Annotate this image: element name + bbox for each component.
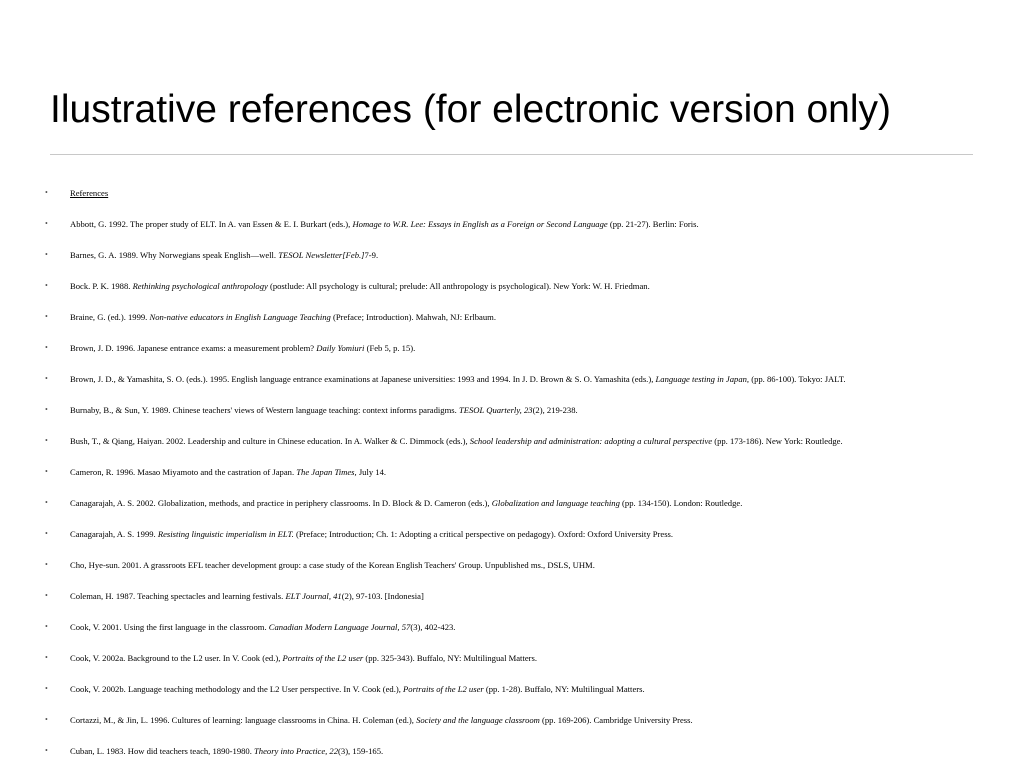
bullet-icon: •	[45, 715, 48, 724]
references-heading: References	[70, 188, 109, 198]
reference-details: (pp. 134-150). London: Routledge.	[619, 498, 743, 508]
reference-text: Cook, V. 2002a. Background to the L2 user. In V. Cook (ed.),	[70, 653, 283, 663]
reference-source-title: Non-native educators in English Language Teaching	[149, 312, 331, 322]
bullet-icon: •	[45, 653, 48, 662]
reference-text: Burnaby, B., & Sun, Y. 1989. Chinese teachers' views of Western language teaching: context informs paradigms.	[70, 405, 459, 415]
reference-source-title: Canadian Modern Language Journal, 57	[268, 622, 411, 632]
reference-text: Canagarajah, A. S. 1999.	[70, 529, 158, 539]
reference-details: (pp. 325-343). Buffalo, NY: Multilingual Matters.	[363, 653, 538, 663]
reference-item	[45, 276, 1005, 307]
reference-source-title: Resisting linguistic imperialism in ELT.	[157, 529, 294, 539]
bullet-icon: •	[45, 746, 48, 755]
bullet-icon: •	[45, 374, 48, 383]
reference-item	[45, 214, 1005, 245]
reference-text: Brown, J. D., & Yamashita, S. O. (eds.). 1995. English language entrance examinations at Japanese universities: 1993 and 1994. In J. D. Brown & S. O. Yamashita (eds.),	[70, 374, 656, 384]
reference-text: Cook, V. 2001. Using the first language in the classroom.	[70, 622, 269, 632]
reference-text: Brown, J. D. 1996. Japanese entrance exams: a measurement problem?	[70, 343, 317, 353]
reference-source-title: ELT Journal, 41	[285, 591, 342, 601]
reference-text: Barnes, G. A. 1989. Why Norwegians speak English—well.	[70, 250, 279, 260]
reference-details: (Preface; Introduction). Mahwah, NJ: Erlbaum.	[330, 312, 496, 322]
reference-text: Bock. P. K. 1988.	[70, 281, 133, 291]
reference-details: July 14.	[356, 467, 387, 477]
reference-item	[45, 338, 1005, 369]
title-divider	[50, 154, 973, 155]
reference-source-title: Language testing in Japan,	[655, 374, 750, 384]
reference-details: (3), 402-423.	[410, 622, 456, 632]
slide-title: Ilustrative references (for electronic version only)	[50, 88, 891, 131]
reference-list	[45, 183, 1005, 772]
reference-item	[45, 307, 1005, 338]
reference-text: Canagarajah, A. S. 2002. Globalization, methods, and practice in periphery classrooms. In D. Block & D. Cameron (eds.),	[70, 498, 492, 508]
bullet-icon: •	[45, 622, 48, 631]
reference-details: (2), 97-103. [Indonesia]	[341, 591, 424, 601]
reference-source-title: Homage to W.R. Lee: Essays in English as a Foreign or Second Language	[352, 219, 608, 229]
reference-details: (pp. 173-186). New York: Routledge.	[712, 436, 843, 446]
bullet-icon: •	[45, 498, 48, 507]
reference-details: (3), 159-165.	[338, 746, 384, 756]
reference-item	[45, 431, 1005, 462]
reference-details: (pp. 169-206). Cambridge University Press.	[539, 715, 693, 725]
bullet-icon: •	[45, 405, 48, 414]
reference-item	[45, 710, 1005, 741]
reference-source-title: TESOL Newsletter[Feb.]	[278, 250, 365, 260]
bullet-icon: •	[45, 343, 48, 352]
reference-item	[45, 524, 1005, 555]
bullet-icon: •	[45, 684, 48, 693]
reference-source-title: Daily Yomiuri	[316, 343, 365, 353]
reference-text: Bush, T., & Qiang, Haiyan. 2002. Leadership and culture in Chinese education. In A. Walker & C. Dimmock (eds.),	[70, 436, 470, 446]
reference-item	[45, 369, 1005, 400]
reference-text: Cameron, R. 1996. Masao Miyamoto and the castration of Japan.	[70, 467, 297, 477]
reference-item	[45, 245, 1005, 276]
reference-details: (2), 219-238.	[532, 405, 578, 415]
reference-source-title: School leadership and administration: adopting a cultural perspective	[469, 436, 713, 446]
reference-item	[45, 400, 1005, 431]
bullet-icon: •	[45, 591, 48, 600]
reference-item	[45, 462, 1005, 493]
reference-text: Cortazzi, M., & Jin, L. 1996. Cultures of learning: language classrooms in China. H. Coleman (ed.),	[70, 715, 417, 725]
reference-text: Coleman, H. 1987. Teaching spectacles and learning festivals.	[70, 591, 286, 601]
reference-text: Cook, V. 2002b. Language teaching methodology and the L2 User perspective. In V. Cook (ed.),	[70, 684, 404, 694]
reference-item	[45, 493, 1005, 524]
reference-details: (pp. 86-100). Tokyo: JALT.	[749, 374, 846, 384]
reference-item	[45, 741, 1005, 772]
reference-details: 7-9.	[364, 250, 379, 260]
reference-source-title: The Japan Times,	[296, 467, 357, 477]
bullet-icon: •	[45, 436, 48, 445]
reference-source-title: Globalization and language teaching	[491, 498, 620, 508]
reference-source-title: TESOL Quarterly, 23	[458, 405, 533, 415]
reference-details: (Preface; Introduction; Ch. 1: Adopting a critical perspective on pedagogy). Oxford: Oxford University Press.	[293, 529, 674, 539]
bullet-icon: •	[45, 467, 48, 476]
reference-item	[45, 617, 1005, 648]
reference-source-title: Theory into Practice, 22	[254, 746, 339, 756]
reference-text: Braine, G. (ed.). 1999.	[70, 312, 150, 322]
bullet-icon: •	[45, 529, 48, 538]
reference-details: (Feb 5, p. 15).	[364, 343, 416, 353]
reference-item	[45, 679, 1005, 710]
bullet-icon: •	[45, 219, 48, 228]
bullet-icon: •	[45, 281, 48, 290]
reference-source-title: Rethinking psychological anthropology	[132, 281, 268, 291]
reference-details: (postlude: All psychology is cultural; prelude: All anthropology is psychological). New York: W. H. Friedman.	[267, 281, 650, 291]
reference-source-title: Portraits of the L2 user	[403, 684, 484, 694]
reference-item	[45, 648, 1005, 679]
reference-source-title: Portraits of the L2 user	[282, 653, 364, 663]
reference-text: Cuban, L. 1983. How did teachers teach, 1890-1980.	[70, 746, 255, 756]
reference-text: Abbott, G. 1992. The proper study of ELT. In A. van Essen & E. I. Burkart (eds.),	[70, 219, 353, 229]
reference-details: (pp. 21-27). Berlin: Foris.	[607, 219, 699, 229]
bullet-icon: •	[45, 560, 48, 569]
bullet-icon: •	[45, 312, 48, 321]
reference-details: (pp. 1-28). Buffalo, NY: Multilingual Matters.	[483, 684, 645, 694]
reference-source-title: Society and the language classroom	[416, 715, 540, 725]
reference-item	[45, 555, 1005, 586]
references-heading-item	[45, 183, 1005, 214]
bullet-icon: •	[45, 188, 48, 197]
reference-item	[45, 586, 1005, 617]
reference-text: Cho, Hye-sun. 2001. A grassroots EFL teacher development group: a case study of the Korean English Teachers' Group. Unpublished ms., DSLS, UHM.	[70, 560, 595, 570]
bullet-icon: •	[45, 250, 48, 259]
